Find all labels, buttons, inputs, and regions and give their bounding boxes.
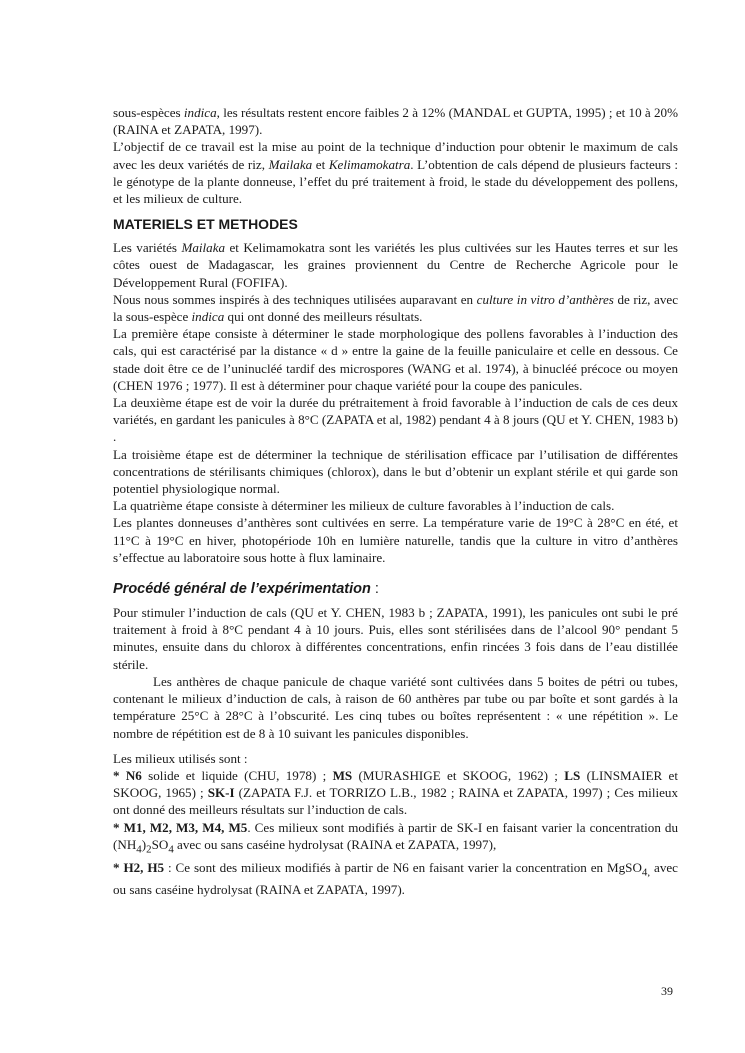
intro-paragraph-1: sous-espèces indica, les résultats restent encore faibles 2 à 12% (MANDAL et GUPTA, 1995) ; et 10 à 20% (RAINA et ZAPATA, 1997).: [113, 105, 678, 138]
methods-paragraph-5: La troisième étape est de déterminer la technique de stérilisation efficace par l’utilisation de différentes concentrations de stérilisants chimiques (chlorox), dans le but d’obtenir un explant stérile et qui garde son potentiel physiologique normal.: [113, 446, 678, 497]
document-page: [113, 104, 678, 899]
page-number: 39: [661, 984, 673, 998]
procedure-paragraph-2: Les anthères de chaque panicule de chaque variété sont cultivées dans 5 boites de pétri ou tubes, contenant le milieux d’induction de cals, à raison de 60 anthères par tube ou par boîte et sont gardés à la température 25°C à 28°C à l’obscurité. Les cinq tubes ou boîtes représentent : « une répétition ». Le nombre de répétition est de 8 à 10 suivant les panicules disponibles.: [113, 673, 678, 741]
intro-paragraph-2: L’objectif de ce travail est la mise au point de la technique d’induction pour obtenir le maximum de cals avec les deux variétés de riz, Mailaka et Kelimamokatra. L’obtention de cals dépend de plusieurs facteurs : le génotype de la plante donneuse, l’effet du pré traitement à froid, le stade du développement des pollens, et les milieux de culture.: [113, 139, 679, 207]
procedure-paragraph-1: Pour stimuler l’induction de cals (QU et Y. CHEN, 1983 b ; ZAPATA, 1991), les panicules ont subi le pré traitement à froid à 8°C pendant 4 à 10 jours. Puis, elles sont stérilisées dans de l’alcool 90° pendant 5 minutes, ensuite dans du chlorox à différentes concentrations, enfin rincées 3 fois dans de l’eau distillée stérile.: [113, 605, 678, 672]
media-intro: Les milieux utilisés sont :: [113, 750, 248, 766]
section-heading-procedure: Procédé général de l’expérimentation :: [113, 581, 379, 598]
methods-paragraph-4: La deuxième étape est de voir la durée du prétraitement à froid favorable à l’induction de cals de ces deux variétés, en gardant les panicules à 8°C (ZAPATA et al, 1982) pendant 4 à 8 jours (QU et Y. CHEN, 1983 b) .: [113, 395, 678, 445]
methods-paragraph-7: Les plantes donneuses d’anthères sont cultivées en serre. La température varie de 19°C à 28°C en été, et 11°C à 19°C en hiver, photopériode 10h en lumière naturelle, tandis que la culture in vitro d’anthères s’effectue au laboratoire sous hotte à flux laminaire.: [113, 515, 678, 565]
methods-paragraph-6: La quatrième étape consiste à déterminer les milieux de culture favorables à l’induction de cals.: [113, 498, 615, 514]
media-list-item-2: * M1, M2, M3, M4, M5. Ces milieux sont modifiés à partir de SK-I en faisant varier la concentration du $(NH_4)_2SO_4$ avec ou sans caséine hydrolysat (RAINA et ZAPATA, 1997),: [113, 819, 678, 856]
media-list-item-1: * N6 solide et liquide (CHU, 1978) ; MS (MURASHIGE et SKOOG, 1962) ; LS (LINSMAIER et SKOOG, 1965) ; SK-I (ZAPATA F.J. et TORRIZO L.B., 1982 ; RAINA et ZAPATA, 1997) ; Ces milieux ont donné des meilleurs résultats sur l’induction de cals.: [113, 767, 679, 818]
media-list-item-3: * H2, H5 : Ce sont des milieux modifiés à partir de N6 en faisant varier la concentration en MgSO$_{4,}$ avec ou sans caséine hydrolysat (RAINA et ZAPATA, 1997).: [113, 859, 678, 898]
methods-paragraph-2: Nous nous sommes inspirés à des techniques utilisées auparavant en culture in vitro d’anthères de riz, avec la sous-espèce indica qui ont donné des meilleurs résultats.: [113, 291, 679, 325]
methods-paragraph-3: La première étape consiste à déterminer le stade morphologique des pollens favorables à l’induction des cals, qui est caractérisé par la distance « d » entre la gaine de la feuille paniculaire et celle en dessous. Ce stade doit être ce de l’uninucléé tardif des microspores (WANG et al. 1974), à binucléé précoce ou moyen (CHEN 1976 ; 1977). Il est à déterminer pour chaque variété pour la coupe des panicules.: [113, 326, 678, 393]
methods-paragraph-1: Les variétés Mailaka et Kelimamokatra sont les variétés les plus cultivées sur les Hautes terres et sur les côtes ouest de Madagascar, les graines proviennent du Centre de Recherche Agricole pour le Développement Rural (FOFIFA).: [113, 240, 679, 290]
section-heading-methods: MATERIELS ET METHODES: [113, 216, 298, 233]
